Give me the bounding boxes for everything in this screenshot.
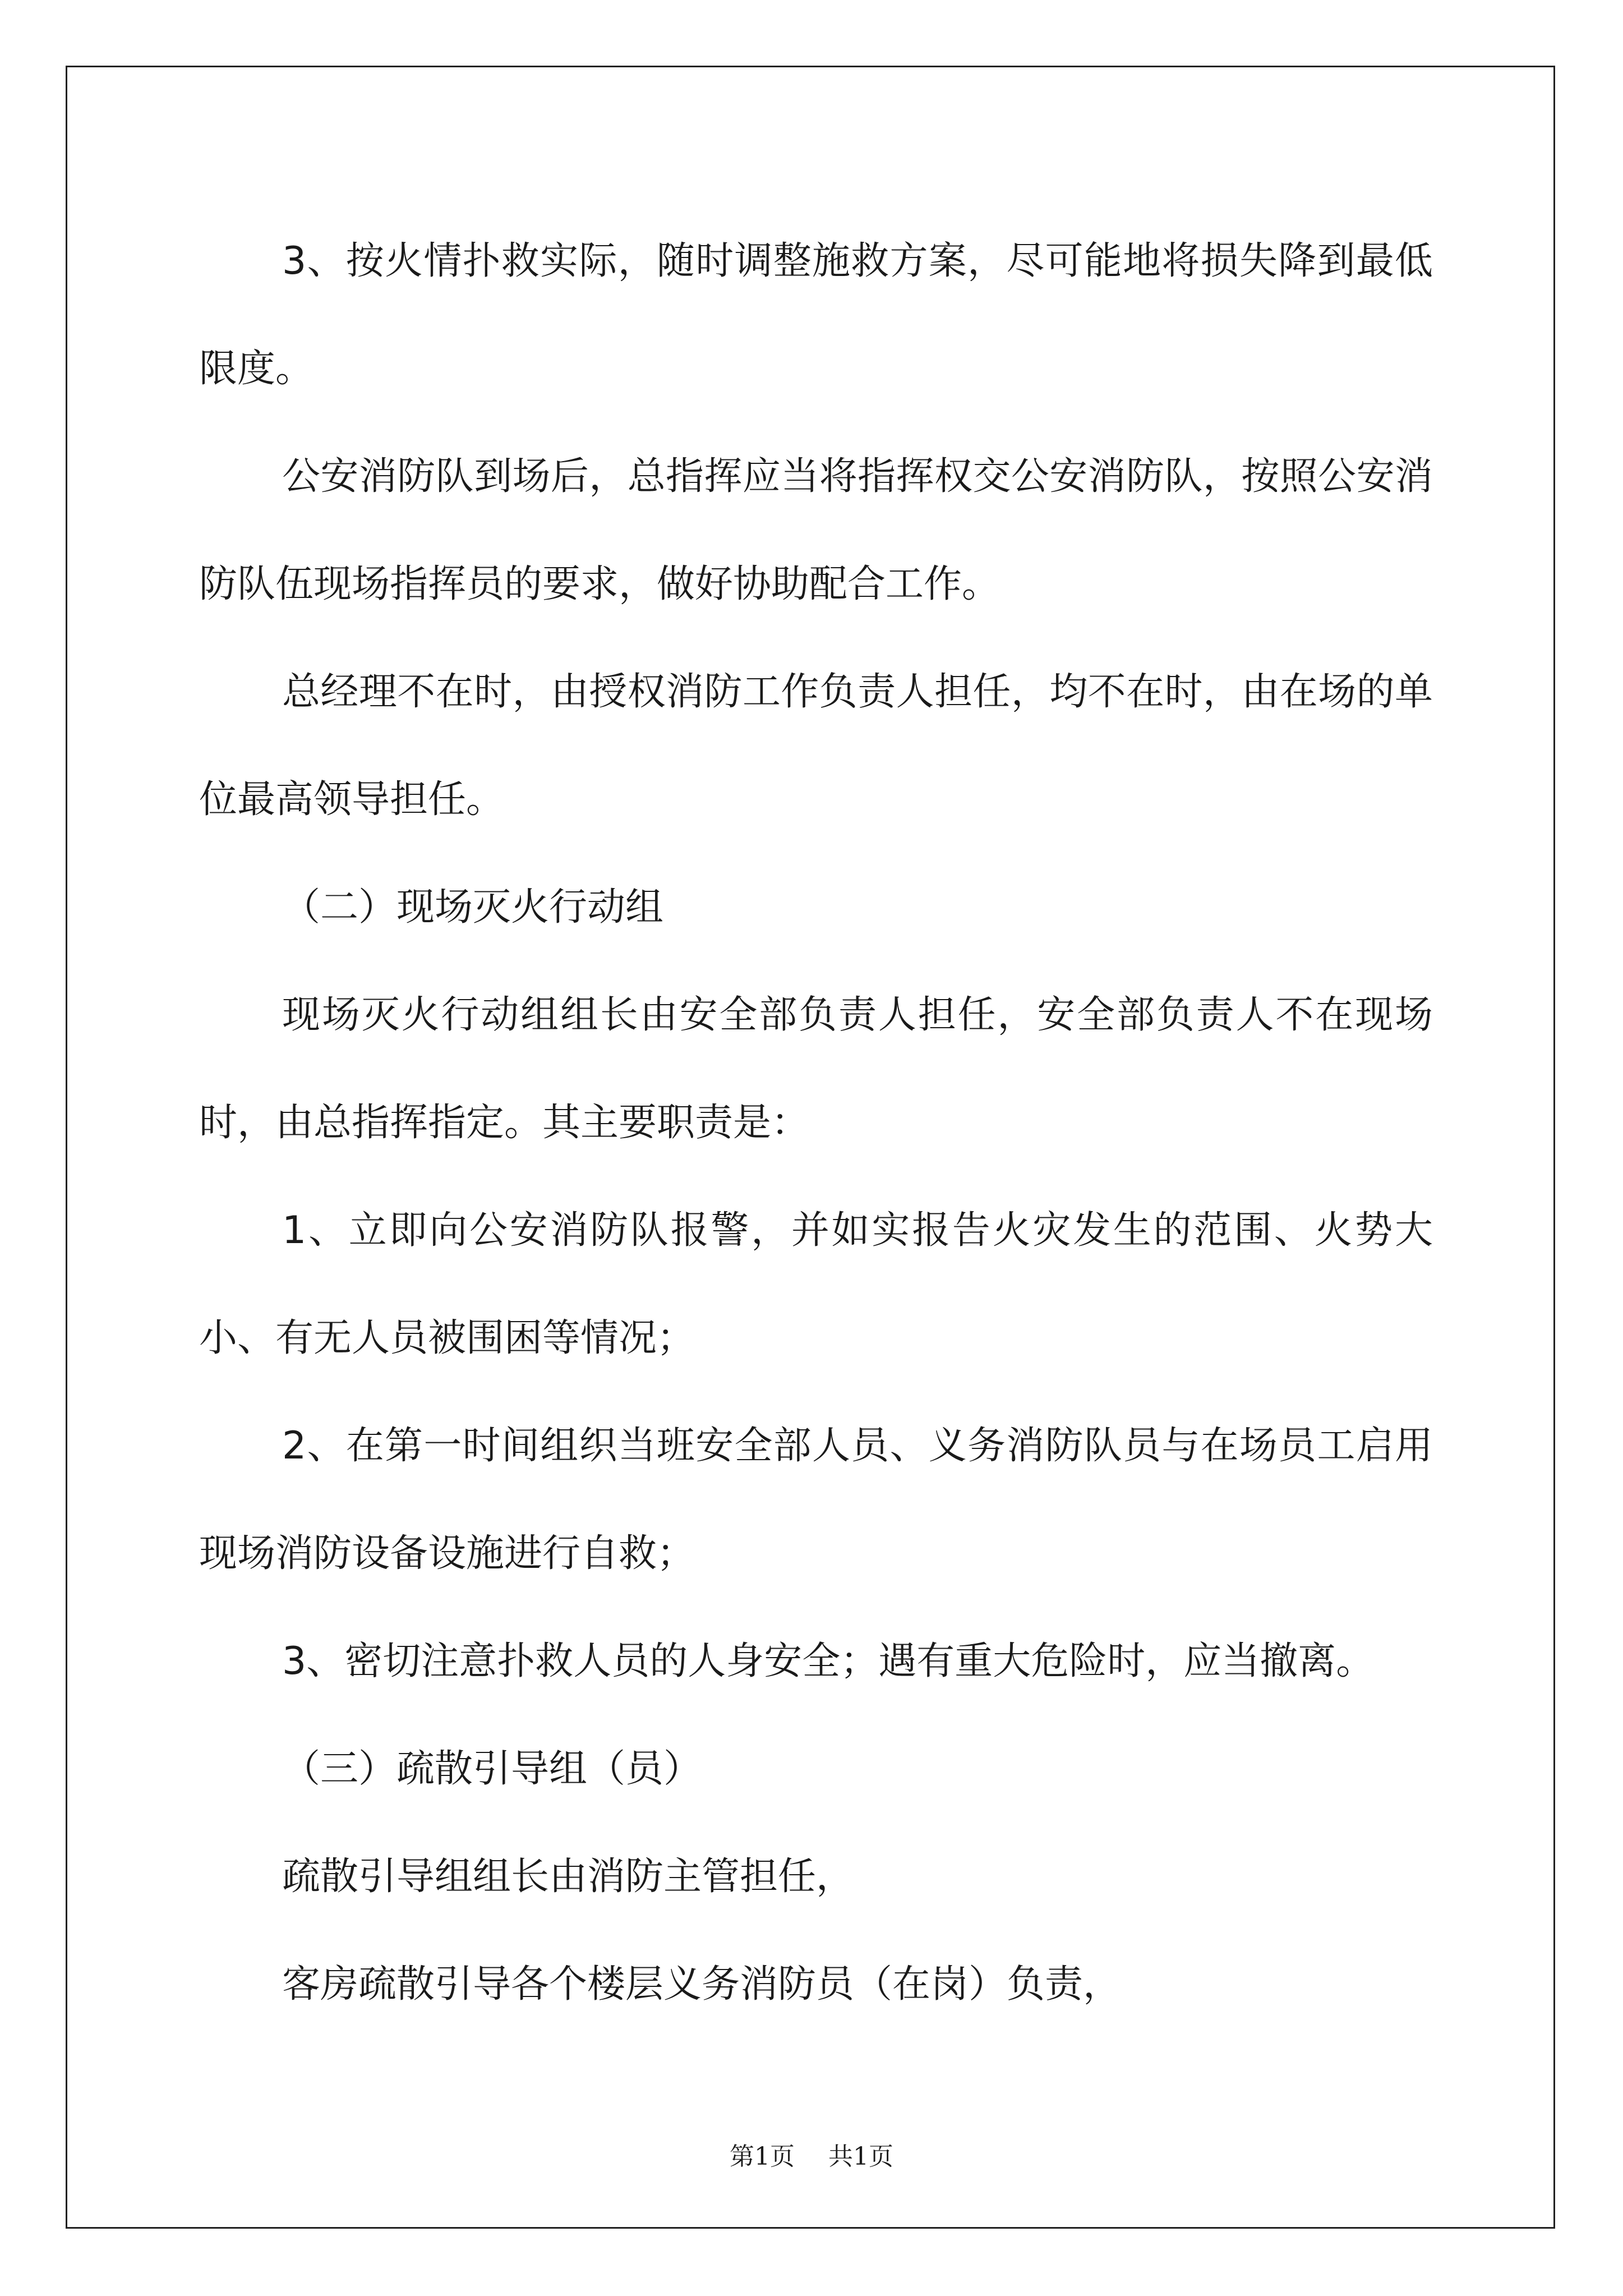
paragraph: 公安消防队到场后，总指挥应当将指挥权交公安消防队，按照公安消防队伍现场指挥员的要求，做好协助配合工作。: [199, 454, 1433, 606]
section-heading: （三）疏散引导组（员）: [282, 1747, 702, 1791]
document-body: [199, 208, 1433, 2039]
paragraph: 总经理不在时，由授权消防工作负责人担任，均不在时，由在场的单位最高领导担任。: [199, 670, 1433, 822]
page-total: 共1页: [828, 2142, 893, 2171]
paragraph: 现场灭火行动组组长由安全部负责人担任，安全部负责人不在现场时，由总指挥指定。其主要职责是：: [199, 993, 1433, 1145]
paragraph: 3、按火情扑救实际，随时调整施救方案，尽可能地将损失降到最低限度。: [199, 239, 1433, 391]
paragraph: 1、立即向公安消防队报警，并如实报告火灾发生的范围、火势大小、有无人员被围困等情况；: [199, 1208, 1433, 1360]
paragraph: 疏散引导组组长由消防主管担任，: [282, 1855, 855, 1899]
paragraph: 客房疏散引导各个楼层义务消防员（在岗）负责，: [282, 1962, 1122, 2007]
paragraph: 2、在第一时间组织当班安全部人员、义务消防队员与在场员工启用现场消防设备设施进行自救；: [199, 1424, 1433, 1576]
page-footer: [0, 2136, 1623, 2172]
section-heading: （二）现场灭火行动组: [282, 885, 664, 930]
paragraph: 3、密切注意扑救人员的人身安全；遇有重大危险时，应当撤离。: [282, 1639, 1375, 1683]
page-number: 第1页: [730, 2142, 795, 2171]
